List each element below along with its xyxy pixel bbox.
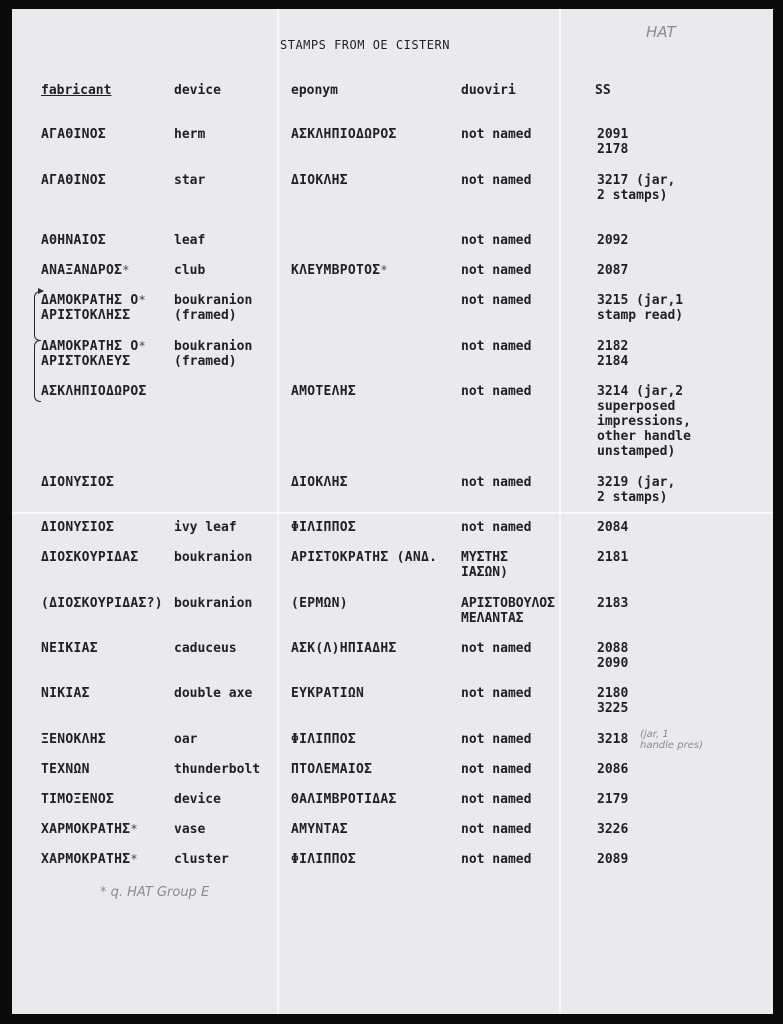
cell-eponym: ΦΙΛΙΠΠΟΣ	[291, 732, 357, 747]
cell-ss: 2182 2184	[597, 339, 629, 369]
cell-duoviri: not named	[461, 792, 532, 807]
header-duoviri: duoviri	[461, 83, 516, 98]
cell-fabricant: ΤΕΧΝΩΝ	[41, 762, 90, 777]
cell-fabricant: ΤΙΜΟΞΕΝΟΣ	[41, 792, 115, 807]
cell-device: boukranion (framed)	[174, 339, 253, 369]
cell-duoviri: not named	[461, 293, 532, 308]
bracket-mark	[34, 340, 41, 402]
cell-ss: 3217 (jar, 2 stamps)	[597, 173, 676, 203]
cell-fabricant: ΔΙΟΝΥΣΙΟΣ	[41, 520, 115, 535]
cell-device: boukranion	[174, 596, 253, 611]
header-fabricant: fabricant	[41, 83, 112, 98]
cell-duoviri: not named	[461, 233, 532, 248]
cell-ss: 3226	[597, 822, 629, 837]
corner-note: HAT	[646, 23, 676, 41]
cell-duoviri: not named	[461, 762, 532, 777]
cell-fabricant: ΔΑΜΟΚΡΑΤΗΣ Ο* ΑΡΙΣΤΟΚΛΕΥΣ	[41, 339, 147, 369]
cell-eponym: ΕΥΚΡΑΤΙΩΝ	[291, 686, 365, 701]
cell-ss: 3218	[597, 732, 629, 747]
cell-ss: 2180 3225	[597, 686, 629, 716]
header-ss: SS	[595, 83, 611, 98]
cell-duoviri: not named	[461, 173, 532, 188]
cell-fabricant: ΔΑΜΟΚΡΑΤΗΣ Ο* ΑΡΙΣΤΟΚΛΗΣΣ	[41, 293, 147, 323]
cell-duoviri: ΜΥΣΤΗΣ ΙΑΣΩΝ)	[461, 550, 508, 580]
cell-device: device	[174, 792, 221, 807]
cell-eponym: ΚΛΕΥΜΒΡΟΤΟΣ*	[291, 263, 388, 278]
header-device: device	[174, 83, 221, 98]
cell-fabricant: (ΔΙΟΣΚΟΥΡΙΔΑΣ?)	[41, 596, 163, 611]
cell-device: club	[174, 263, 206, 278]
cell-fabricant: ΞΕΝΟΚΛΗΣ	[41, 732, 107, 747]
cell-eponym: ΠΤΟΛΕΜΑΙΟΣ	[291, 762, 373, 777]
cell-device: boukranion (framed)	[174, 293, 253, 323]
cell-device: cluster	[174, 852, 229, 867]
cell-ss: 2087	[597, 263, 629, 278]
cell-eponym: (ΕΡΜΩΝ)	[291, 596, 348, 611]
cell-eponym: ΑΡΙΣΤΟΚΡΑΤΗΣ (ΑΝΔ.	[291, 550, 438, 565]
cell-fabricant: ΝΕΙΚΙΑΣ	[41, 641, 98, 656]
cell-device: vase	[174, 822, 206, 837]
cell-device: thunderbolt	[174, 762, 261, 777]
cell-duoviri: not named	[461, 384, 532, 399]
cell-duoviri: not named	[461, 263, 532, 278]
cell-device: caduceus	[174, 641, 237, 656]
cell-ss: 2183	[597, 596, 629, 611]
cell-fabricant: ΔΙΟΝΥΣΙΟΣ	[41, 475, 115, 490]
cell-duoviri: ΑΡΙΣΤΟΒΟΥΛΟΣ ΜΕΛΑΝΤΑΣ	[461, 596, 555, 626]
cell-ss: 2088 2090	[597, 641, 629, 671]
cell-duoviri: not named	[461, 686, 532, 701]
cell-ss: 2084	[597, 520, 629, 535]
cell-ss: 3215 (jar,1 stamp read)	[597, 293, 684, 323]
cell-fabricant: ΑΓΑΘΙΝΟΣ	[41, 127, 107, 142]
cell-duoviri: not named	[461, 520, 532, 535]
cell-ss: 2091 2178	[597, 127, 629, 157]
cell-eponym: ΑΜΟΤΕΛΗΣ	[291, 384, 357, 399]
cell-ss: 3219 (jar, 2 stamps)	[597, 475, 676, 505]
cell-eponym: ΑΜΥΝΤΑΣ	[291, 822, 348, 837]
cell-ss: 3214 (jar,2 superposed impressions, other handle unstamped)	[597, 384, 691, 459]
bracket-mark	[34, 291, 41, 341]
cell-fabricant: ΔΙΟΣΚΟΥΡΙΔΑΣ	[41, 550, 139, 565]
typescript-page	[12, 9, 773, 1014]
cell-device: ivy leaf	[174, 520, 237, 535]
header-eponym: eponym	[291, 83, 338, 98]
page-title: STAMPS FROM OE CISTERN	[280, 38, 450, 52]
cell-fabricant: ΝΙΚΙΑΣ	[41, 686, 90, 701]
cell-eponym: ΑΣΚΛΗΠΙΟΔΩΡΟΣ	[291, 127, 397, 142]
cell-fabricant: ΧΑΡΜΟΚΡΑΤΗΣ*	[41, 822, 138, 837]
cell-duoviri: not named	[461, 127, 532, 142]
cell-fabricant: ΑΘΗΝΑΙΟΣ	[41, 233, 107, 248]
cell-eponym: ΦΙΛΙΠΠΟΣ	[291, 852, 357, 867]
cell-duoviri: not named	[461, 852, 532, 867]
cell-fabricant: ΑΣΚΛΗΠΙΟΔΩΡΟΣ	[41, 384, 147, 399]
arrow-mark	[38, 288, 44, 294]
cell-ss-note: (jar, 1 handle pres)	[640, 729, 703, 751]
cell-fabricant: ΑΓΑΘΙΝΟΣ	[41, 173, 107, 188]
cell-ss: 2092	[597, 233, 629, 248]
cell-eponym: ΔΙΟΚΛΗΣ	[291, 475, 348, 490]
cell-duoviri: not named	[461, 732, 532, 747]
cell-ss: 2179	[597, 792, 629, 807]
cell-duoviri: not named	[461, 475, 532, 490]
footnote: * q. HAT Group E	[100, 885, 210, 900]
cell-eponym: ΑΣΚ(Λ)ΗΠΙΑΔΗΣ	[291, 641, 397, 656]
cell-eponym: ΦΙΛΙΠΠΟΣ	[291, 520, 357, 535]
cell-duoviri: not named	[461, 641, 532, 656]
cell-fabricant: ΧΑΡΜΟΚΡΑΤΗΣ*	[41, 852, 138, 867]
cell-duoviri: not named	[461, 822, 532, 837]
cell-device: leaf	[174, 233, 206, 248]
cell-ss: 2181	[597, 550, 629, 565]
cell-eponym: ΔΙΟΚΛΗΣ	[291, 173, 348, 188]
cell-duoviri: not named	[461, 339, 532, 354]
cell-device: double axe	[174, 686, 253, 701]
cell-eponym: ΘΑΛΙΜΒΡΟΤΙΔΑΣ	[291, 792, 397, 807]
cell-ss: 2089	[597, 852, 629, 867]
cell-device: star	[174, 173, 206, 188]
cell-device: boukranion	[174, 550, 253, 565]
fold-line-horizontal	[12, 512, 773, 514]
cell-fabricant: ΑΝΑΞΑΝΔΡΟΣ*	[41, 263, 130, 278]
cell-device: oar	[174, 732, 198, 747]
cell-device: herm	[174, 127, 206, 142]
cell-ss: 2086	[597, 762, 629, 777]
